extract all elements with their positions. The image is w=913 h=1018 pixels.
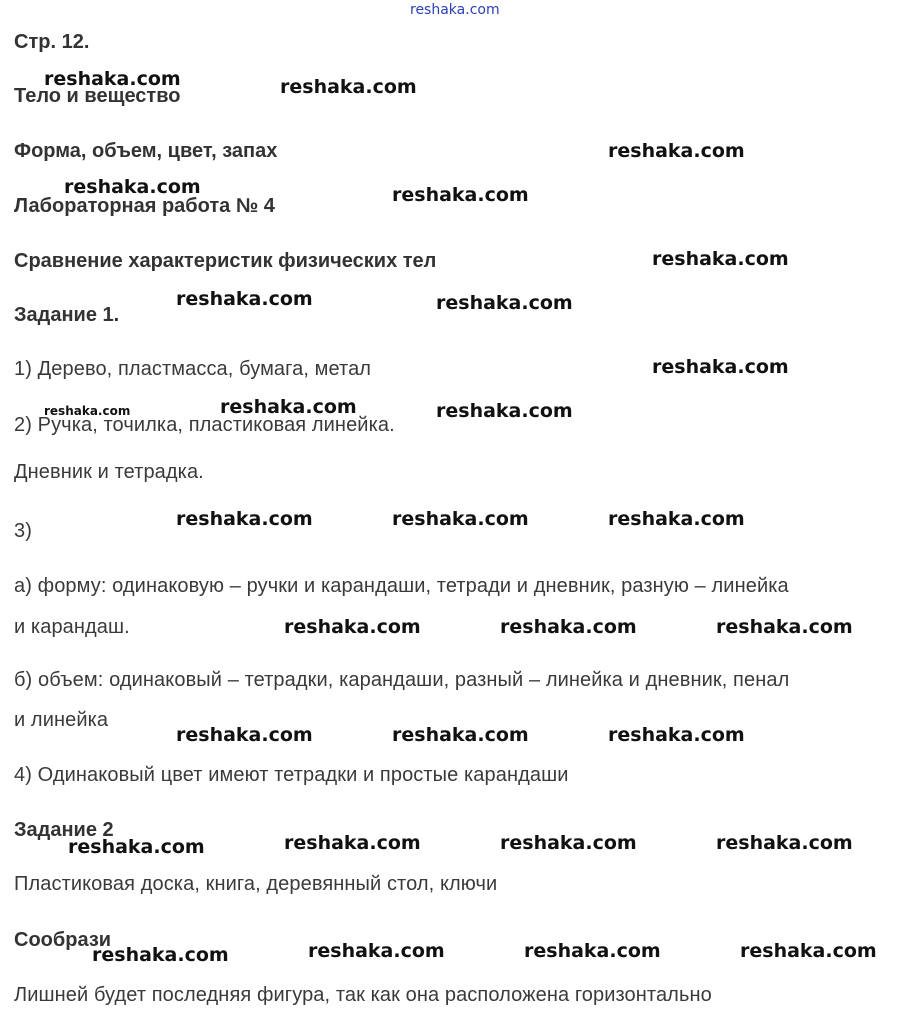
watermark: reshaka.com [392,724,529,746]
answer-line: 4) Одинаковый цвет имеют тетрадки и простые карандаши [14,764,569,786]
watermark: reshaka.com [176,508,313,530]
answer-line: Дневник и тетрадка. [14,461,204,483]
watermark: reshaka.com [92,944,229,966]
topic-title: Тело и вещество [14,85,181,107]
watermark: reshaka.com [716,616,853,638]
watermark: reshaka.com [652,356,789,378]
watermark: reshaka.com [44,68,181,90]
task-1-heading: Задание 1. [14,304,120,326]
watermark: reshaka.com [176,724,313,746]
topic-subtitle: Форма, объем, цвет, запах [14,140,278,162]
answer-line: 1) Дерево, пластмасса, бумага, метал [14,358,372,380]
answer-line: б) объем: одинаковый – тетрадки, карандаши, разный – линейка и дневник, пенал [14,669,790,691]
watermark: reshaka.com [500,616,637,638]
watermark: reshaka.com [44,404,131,418]
watermark: reshaka.com [740,940,877,962]
watermark: reshaka.com [608,724,745,746]
watermark: reshaka.com [392,508,529,530]
watermark: reshaka.com [308,940,445,962]
answer-line: и карандаш. [14,616,130,638]
watermark: reshaka.com [220,396,357,418]
answer-line: Лишней будет последняя фигура, так как она расположена горизонтально [14,984,712,1006]
watermark: reshaka.com [608,140,745,162]
watermark: reshaka.com [176,288,313,310]
answer-line: а) форму: одинаковую – ручки и карандаши, тетради и дневник, разную – линейка [14,575,789,597]
answer-line: и линейка [14,709,109,731]
page-number: Стр. 12. [14,31,90,53]
watermark: reshaka.com [608,508,745,530]
watermark: reshaka.com [716,832,853,854]
watermark: reshaka.com [392,184,529,206]
watermark: reshaka.com [280,76,417,98]
watermark: reshaka.com [652,248,789,270]
top-watermark: reshaka.com [410,2,500,18]
watermark: reshaka.com [284,616,421,638]
watermark: reshaka.com [284,832,421,854]
watermark: reshaka.com [64,176,201,198]
watermark: reshaka.com [500,832,637,854]
answer-line: 2) Ручка, точилка, пластиковая линейка. [14,414,395,436]
answer-line: 3) [14,520,32,542]
answer-line: Пластиковая доска, книга, деревянный стол, ключи [14,873,498,895]
watermark: reshaka.com [436,400,573,422]
task-2-heading: Задание 2 [14,819,114,841]
watermark: reshaka.com [436,292,573,314]
think-heading: Сообрази [14,929,112,951]
lab-title: Лабораторная работа № 4 [14,195,275,217]
watermark: reshaka.com [524,940,661,962]
lab-subtitle: Сравнение характеристик физических тел [14,250,437,272]
watermark: reshaka.com [68,836,205,858]
